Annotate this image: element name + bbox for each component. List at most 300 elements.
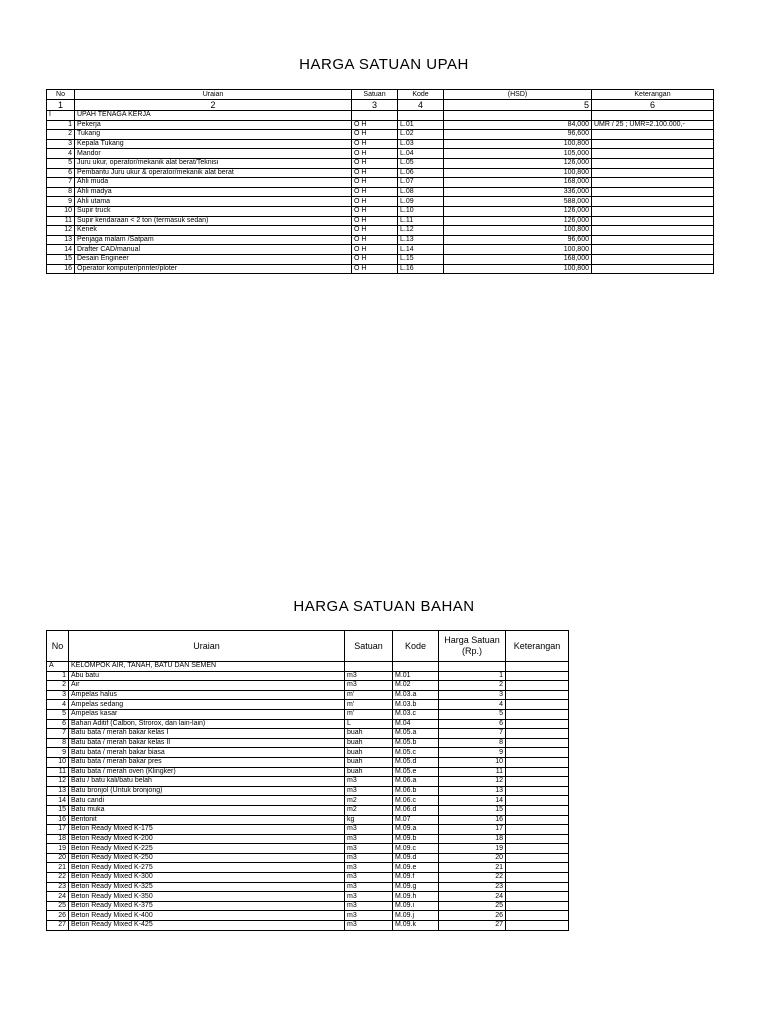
row-keterangan (592, 178, 714, 188)
row-satuan: m' (345, 700, 393, 710)
row-satuan: m3 (345, 681, 393, 691)
row-satuan: L (345, 719, 393, 729)
row-keterangan (506, 777, 569, 787)
row-no: 18 (47, 834, 69, 844)
row-kode: L.05 (398, 158, 444, 168)
empty-cell (393, 662, 439, 672)
row-uraian: Tukang (75, 130, 352, 140)
row-satuan: buah (345, 738, 393, 748)
row-satuan: m3 (345, 911, 393, 921)
row-uraian: Penjaga malam /Satpam (75, 235, 352, 245)
row-uraian: Batu candi (69, 796, 345, 806)
row-uraian: Batu muka (69, 805, 345, 815)
row-satuan: m2 (345, 805, 393, 815)
row-satuan: m3 (345, 853, 393, 863)
section-label: KELOMPOK AIR, TANAH, BATU DAN SEMEN (69, 662, 345, 672)
row-keterangan (506, 690, 569, 700)
row-keterangan (592, 206, 714, 216)
row-uraian: Supir truck (75, 206, 352, 216)
row-uraian: Beton Ready Mixed K-325 (69, 882, 345, 892)
row-keterangan (506, 757, 569, 767)
row-no: 2 (47, 681, 69, 691)
section-code: I (47, 111, 75, 121)
row-satuan: O H (352, 264, 398, 274)
row-no: 8 (47, 738, 69, 748)
labor-row (47, 216, 714, 226)
row-no: 1 (47, 671, 69, 681)
row-keterangan (506, 700, 569, 710)
row-satuan: O H (352, 226, 398, 236)
row-harga: 3 (439, 690, 506, 700)
empty-cell (444, 111, 592, 121)
row-harga: 25 (439, 901, 506, 911)
row-uraian: Kepala Tukang (75, 139, 352, 149)
row-no: 19 (47, 844, 69, 854)
row-keterangan (506, 709, 569, 719)
labor-section-row (47, 111, 714, 121)
row-uraian: Operator komputer/printer/ploter (75, 264, 352, 274)
material-row (47, 671, 569, 681)
section-label: UPAH TENAGA KERJA (75, 111, 352, 121)
row-harga: 96,600 (444, 130, 592, 140)
row-harga: 4 (439, 700, 506, 710)
material-section-row (47, 662, 569, 672)
labor-row (47, 149, 714, 159)
row-keterangan (506, 901, 569, 911)
row-uraian: Beton Ready Mixed K-225 (69, 844, 345, 854)
row-harga: 588,000 (444, 197, 592, 207)
row-kode: L.08 (398, 187, 444, 197)
row-harga: 1 (439, 671, 506, 681)
material-table-title: HARGA SATUAN BAHAN (293, 598, 475, 615)
row-keterangan (506, 681, 569, 691)
row-harga: 105,000 (444, 149, 592, 159)
row-no: 10 (47, 757, 69, 767)
row-satuan: m3 (345, 825, 393, 835)
row-kode: L.03 (398, 139, 444, 149)
row-kode: M.09.i (393, 901, 439, 911)
row-kode: M.09.k (393, 921, 439, 931)
row-kode: M.02 (393, 681, 439, 691)
labor-row (47, 226, 714, 236)
row-keterangan (506, 729, 569, 739)
labor-price-table (46, 89, 714, 274)
row-satuan: O H (352, 120, 398, 130)
row-harga: 2 (439, 681, 506, 691)
row-keterangan (506, 805, 569, 815)
row-keterangan (506, 882, 569, 892)
labor-row (47, 235, 714, 245)
row-no: 2 (47, 130, 75, 140)
row-satuan: buah (345, 757, 393, 767)
material-row (47, 834, 569, 844)
material-row (47, 796, 569, 806)
row-uraian: Drafter CAD/manual (75, 245, 352, 255)
labor-row (47, 120, 714, 130)
row-no: 7 (47, 729, 69, 739)
row-uraian: Batu / batu kali/batu belah (69, 777, 345, 787)
row-harga: 100,800 (444, 168, 592, 178)
col-header-satuan: Satuan (345, 631, 393, 662)
row-harga: 9 (439, 748, 506, 758)
row-keterangan (506, 767, 569, 777)
row-harga: 126,000 (444, 206, 592, 216)
row-uraian: Beton Ready Mixed K-350 (69, 892, 345, 902)
row-harga: 126,000 (444, 158, 592, 168)
row-kode: M.06.c (393, 796, 439, 806)
row-satuan: m3 (345, 863, 393, 873)
col-header-no: No (47, 90, 75, 100)
row-keterangan (506, 738, 569, 748)
row-keterangan: UMR / 25 ; UMR=2.100.000,- (592, 120, 714, 130)
row-satuan: O H (352, 149, 398, 159)
row-keterangan (506, 863, 569, 873)
row-kode: M.04 (393, 719, 439, 729)
row-no: 16 (47, 815, 69, 825)
labor-row (47, 158, 714, 168)
row-satuan: m3 (345, 921, 393, 931)
row-keterangan (592, 235, 714, 245)
labor-index-row (47, 100, 714, 111)
material-row (47, 700, 569, 710)
row-no: 12 (47, 777, 69, 787)
row-no: 4 (47, 149, 75, 159)
row-uraian: Batu bata / merah bakar biasa (69, 748, 345, 758)
row-kode: M.09.a (393, 825, 439, 835)
row-uraian: Batu bata / merah bakar kelas II (69, 738, 345, 748)
row-satuan: O H (352, 216, 398, 226)
row-satuan: O H (352, 158, 398, 168)
col-header-no: No (47, 631, 69, 662)
labor-row (47, 139, 714, 149)
material-row (47, 853, 569, 863)
col-header-satuan: Satuan (352, 90, 398, 100)
row-no: 17 (47, 825, 69, 835)
row-harga: 18 (439, 834, 506, 844)
row-satuan: m' (345, 690, 393, 700)
row-keterangan (506, 796, 569, 806)
material-price-table (46, 630, 569, 931)
col-header-keterangan: Keterangan (592, 90, 714, 100)
row-satuan: m3 (345, 892, 393, 902)
row-no: 10 (47, 206, 75, 216)
row-no: 20 (47, 853, 69, 863)
row-harga: 20 (439, 853, 506, 863)
row-kode: M.06.a (393, 777, 439, 787)
row-no: 4 (47, 700, 69, 710)
labor-row (47, 187, 714, 197)
index-cell: 3 (352, 100, 398, 111)
row-no: 22 (47, 873, 69, 883)
col-header-harga: Harga Satuan (Rp.) (439, 631, 506, 662)
row-keterangan (506, 834, 569, 844)
row-satuan: m3 (345, 786, 393, 796)
row-uraian: Beton Ready Mixed K-425 (69, 921, 345, 931)
material-row (47, 738, 569, 748)
row-harga: 17 (439, 825, 506, 835)
row-kode: M.09.d (393, 853, 439, 863)
material-row (47, 844, 569, 854)
labor-row (47, 130, 714, 140)
row-keterangan (506, 892, 569, 902)
row-harga: 27 (439, 921, 506, 931)
row-kode: L.15 (398, 254, 444, 264)
col-header-kode: Kode (393, 631, 439, 662)
row-no: 25 (47, 901, 69, 911)
row-harga: 22 (439, 873, 506, 883)
row-kode: M.03.c (393, 709, 439, 719)
row-keterangan (506, 911, 569, 921)
row-keterangan (592, 245, 714, 255)
row-kode: M.09.e (393, 863, 439, 873)
row-no: 15 (47, 805, 69, 815)
row-no: 14 (47, 796, 69, 806)
row-kode: M.09.b (393, 834, 439, 844)
labor-row (47, 245, 714, 255)
index-cell: 4 (398, 100, 444, 111)
row-uraian: Desain Engineer (75, 254, 352, 264)
row-keterangan (592, 187, 714, 197)
labor-row (47, 178, 714, 188)
row-keterangan (592, 158, 714, 168)
row-harga: 10 (439, 757, 506, 767)
row-keterangan (506, 873, 569, 883)
material-row (47, 882, 569, 892)
row-no: 8 (47, 187, 75, 197)
row-harga: 5 (439, 709, 506, 719)
row-no: 23 (47, 882, 69, 892)
row-keterangan (592, 130, 714, 140)
row-no: 3 (47, 690, 69, 700)
material-row (47, 690, 569, 700)
labor-row (47, 168, 714, 178)
row-harga: 26 (439, 911, 506, 921)
row-harga: 168,000 (444, 254, 592, 264)
row-kode: M.09.j (393, 911, 439, 921)
row-kode: M.05.b (393, 738, 439, 748)
row-kode: M.03.a (393, 690, 439, 700)
row-satuan: m3 (345, 901, 393, 911)
material-row (47, 757, 569, 767)
material-row (47, 901, 569, 911)
row-uraian: Bentonit (69, 815, 345, 825)
row-satuan: O H (352, 139, 398, 149)
col-header-hsd: (HSD) (444, 90, 592, 100)
row-harga: 12 (439, 777, 506, 787)
row-harga: 16 (439, 815, 506, 825)
row-kode: M.05.a (393, 729, 439, 739)
row-uraian: Ampelas sedang (69, 700, 345, 710)
material-row (47, 921, 569, 931)
row-satuan: O H (352, 168, 398, 178)
col-header-keterangan: Keterangan (506, 631, 569, 662)
row-kode: L.06 (398, 168, 444, 178)
row-no: 11 (47, 767, 69, 777)
row-uraian: Mandor (75, 149, 352, 159)
col-header-uraian: Uraian (69, 631, 345, 662)
material-header-row (47, 631, 569, 662)
row-satuan: O H (352, 235, 398, 245)
row-keterangan (506, 825, 569, 835)
row-harga: 14 (439, 796, 506, 806)
row-harga: 13 (439, 786, 506, 796)
row-harga: 23 (439, 882, 506, 892)
index-cell: 2 (75, 100, 352, 111)
row-keterangan (592, 168, 714, 178)
row-satuan: buah (345, 748, 393, 758)
row-harga: 21 (439, 863, 506, 873)
row-no: 9 (47, 197, 75, 207)
row-satuan: O H (352, 254, 398, 264)
row-satuan: buah (345, 729, 393, 739)
row-kode: L.09 (398, 197, 444, 207)
row-satuan: O H (352, 206, 398, 216)
material-row (47, 729, 569, 739)
row-harga: 100,800 (444, 245, 592, 255)
row-no: 5 (47, 709, 69, 719)
row-satuan: m' (345, 709, 393, 719)
row-uraian: Air (69, 681, 345, 691)
material-row (47, 786, 569, 796)
material-row (47, 911, 569, 921)
row-kode: M.09.f (393, 873, 439, 883)
row-kode: L.02 (398, 130, 444, 140)
row-no: 5 (47, 158, 75, 168)
row-uraian: Beton Ready Mixed K-200 (69, 834, 345, 844)
row-harga: 126,000 (444, 216, 592, 226)
row-no: 21 (47, 863, 69, 873)
row-satuan: m3 (345, 777, 393, 787)
row-no: 13 (47, 786, 69, 796)
row-no: 15 (47, 254, 75, 264)
row-no: 12 (47, 226, 75, 236)
row-harga: 11 (439, 767, 506, 777)
labor-row (47, 197, 714, 207)
row-keterangan (592, 139, 714, 149)
row-keterangan (506, 719, 569, 729)
col-header-kode: Kode (398, 90, 444, 100)
empty-cell (352, 111, 398, 121)
row-satuan: O H (352, 187, 398, 197)
row-uraian: Beton Ready Mixed K-300 (69, 873, 345, 883)
row-uraian: Kenek (75, 226, 352, 236)
row-harga: 84,000 (444, 120, 592, 130)
labor-table-title: HARGA SATUAN UPAH (299, 56, 469, 73)
row-uraian: Pembantu Juru ukur & operator/mekanik alat berat (75, 168, 352, 178)
row-keterangan (506, 921, 569, 931)
material-row (47, 767, 569, 777)
material-row (47, 719, 569, 729)
material-row (47, 748, 569, 758)
row-harga: 8 (439, 738, 506, 748)
row-satuan: m3 (345, 671, 393, 681)
row-no: 26 (47, 911, 69, 921)
index-cell: 6 (592, 100, 714, 111)
row-keterangan (592, 264, 714, 274)
row-no: 6 (47, 719, 69, 729)
row-uraian: Beton Ready Mixed K-400 (69, 911, 345, 921)
row-kode: L.11 (398, 216, 444, 226)
row-kode: M.09.c (393, 844, 439, 854)
row-harga: 6 (439, 719, 506, 729)
row-kode: M.06.d (393, 805, 439, 815)
row-kode: M.05.c (393, 748, 439, 758)
labor-row (47, 206, 714, 216)
row-satuan: m2 (345, 796, 393, 806)
material-row (47, 873, 569, 883)
row-kode: L.07 (398, 178, 444, 188)
row-uraian: Ampelas halus (69, 690, 345, 700)
row-keterangan (592, 197, 714, 207)
row-uraian: Pekerja (75, 120, 352, 130)
row-harga: 24 (439, 892, 506, 902)
row-no: 16 (47, 264, 75, 274)
row-kode: L.01 (398, 120, 444, 130)
row-harga: 19 (439, 844, 506, 854)
index-cell: 5 (444, 100, 592, 111)
row-uraian: Bahan Aditif (Calbon, Strorox, dan lain-lain) (69, 719, 345, 729)
row-keterangan (506, 853, 569, 863)
col-header-uraian: Uraian (75, 90, 352, 100)
row-uraian: Supir kendaraan < 2 ton (termasuk sedan) (75, 216, 352, 226)
row-harga: 15 (439, 805, 506, 815)
row-kode: M.03.b (393, 700, 439, 710)
empty-cell (398, 111, 444, 121)
row-uraian: Batu bata / merah bakar kelas I (69, 729, 345, 739)
row-uraian: Ahli utama (75, 197, 352, 207)
row-uraian: Ahli madya (75, 187, 352, 197)
row-uraian: Beton Ready Mixed K-375 (69, 901, 345, 911)
material-row (47, 825, 569, 835)
row-kode: L.12 (398, 226, 444, 236)
row-keterangan (506, 786, 569, 796)
row-harga: 100,800 (444, 226, 592, 236)
row-harga: 336,000 (444, 187, 592, 197)
row-no: 1 (47, 120, 75, 130)
row-harga: 96,600 (444, 235, 592, 245)
row-harga: 168,000 (444, 178, 592, 188)
row-no: 24 (47, 892, 69, 902)
empty-cell (592, 111, 714, 121)
row-no: 9 (47, 748, 69, 758)
row-kode: M.09.h (393, 892, 439, 902)
row-kode: M.07 (393, 815, 439, 825)
row-kode: L.16 (398, 264, 444, 274)
row-keterangan (506, 748, 569, 758)
row-uraian: Beton Ready Mixed K-250 (69, 853, 345, 863)
row-uraian: Batu bata / merah bakar pres (69, 757, 345, 767)
row-satuan: m3 (345, 882, 393, 892)
row-no: 13 (47, 235, 75, 245)
row-no: 27 (47, 921, 69, 931)
material-row (47, 815, 569, 825)
material-row (47, 709, 569, 719)
row-kode: L.14 (398, 245, 444, 255)
row-satuan: O H (352, 245, 398, 255)
empty-cell (439, 662, 506, 672)
row-no: 6 (47, 168, 75, 178)
empty-cell (345, 662, 393, 672)
row-satuan: buah (345, 767, 393, 777)
index-cell: 1 (47, 100, 75, 111)
row-satuan: m3 (345, 834, 393, 844)
row-keterangan (506, 671, 569, 681)
row-keterangan (592, 254, 714, 264)
row-keterangan (592, 226, 714, 236)
row-keterangan (506, 844, 569, 854)
row-keterangan (506, 815, 569, 825)
row-uraian: Ahli muda (75, 178, 352, 188)
